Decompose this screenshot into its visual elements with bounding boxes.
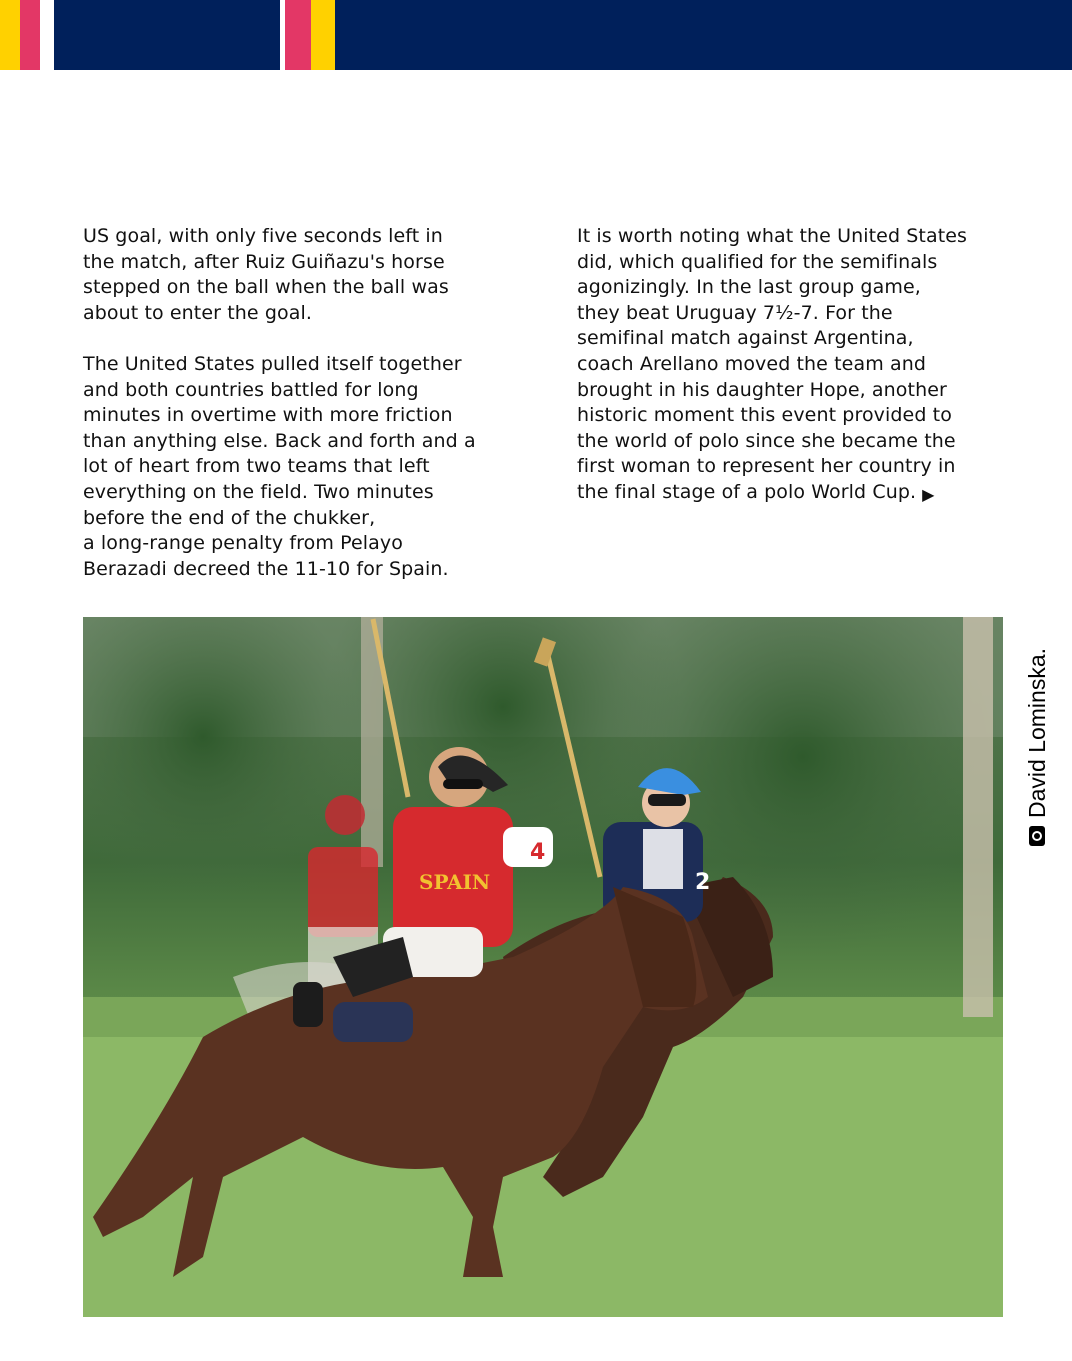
shirt-number: 2: [695, 870, 711, 895]
article-column-left: [83, 224, 513, 608]
shirt-text: SPAIN: [419, 870, 491, 894]
header-stripe-pink-2: [285, 0, 311, 70]
header-stripe-white-1: [40, 0, 54, 70]
paragraph: US goal, with only five seconds left in the match, after Ruiz Guiñazu's horse stepped on the ball when the ball was about to enter the goal.: [83, 225, 449, 324]
photo-credit-text: David Lominska.: [1023, 647, 1050, 818]
photo-credit: [1021, 606, 1053, 846]
header-bar: [0, 0, 1072, 70]
polo-photo: [83, 617, 1003, 1317]
header-stripe-yellow-2: [311, 0, 335, 70]
play-arrow-icon: ▶: [922, 484, 935, 504]
article-column-right: [577, 224, 1007, 533]
paragraph: [577, 224, 1007, 508]
camera-icon: [1029, 826, 1045, 846]
paragraph: The United States pulled itself together and both countries battled for long minutes in overtime with more friction than anything else. Back and forth and a lot of heart from two teams that left everything on the field. Two minutes before the end of the chukker, a long-range penalty from Pelayo Berazadi decreed the 11-10 for Spain.: [83, 352, 476, 580]
header-stripe-yellow-1: [0, 0, 20, 70]
paragraph-text: It is worth noting what the United States did, which qualified for the semifinals agonizingly. In the last group game, they beat Uruguay 7½-7. For the semifinal match against Argentina, coach Arellano moved the team and brought in his daughter Hope, another historic moment this event provided to the world of polo since she became the first woman to represent her country in the final stage of a polo World Cup.: [577, 225, 968, 503]
shirt-number: 4: [530, 840, 546, 865]
header-stripe-pink-1: [20, 0, 40, 70]
